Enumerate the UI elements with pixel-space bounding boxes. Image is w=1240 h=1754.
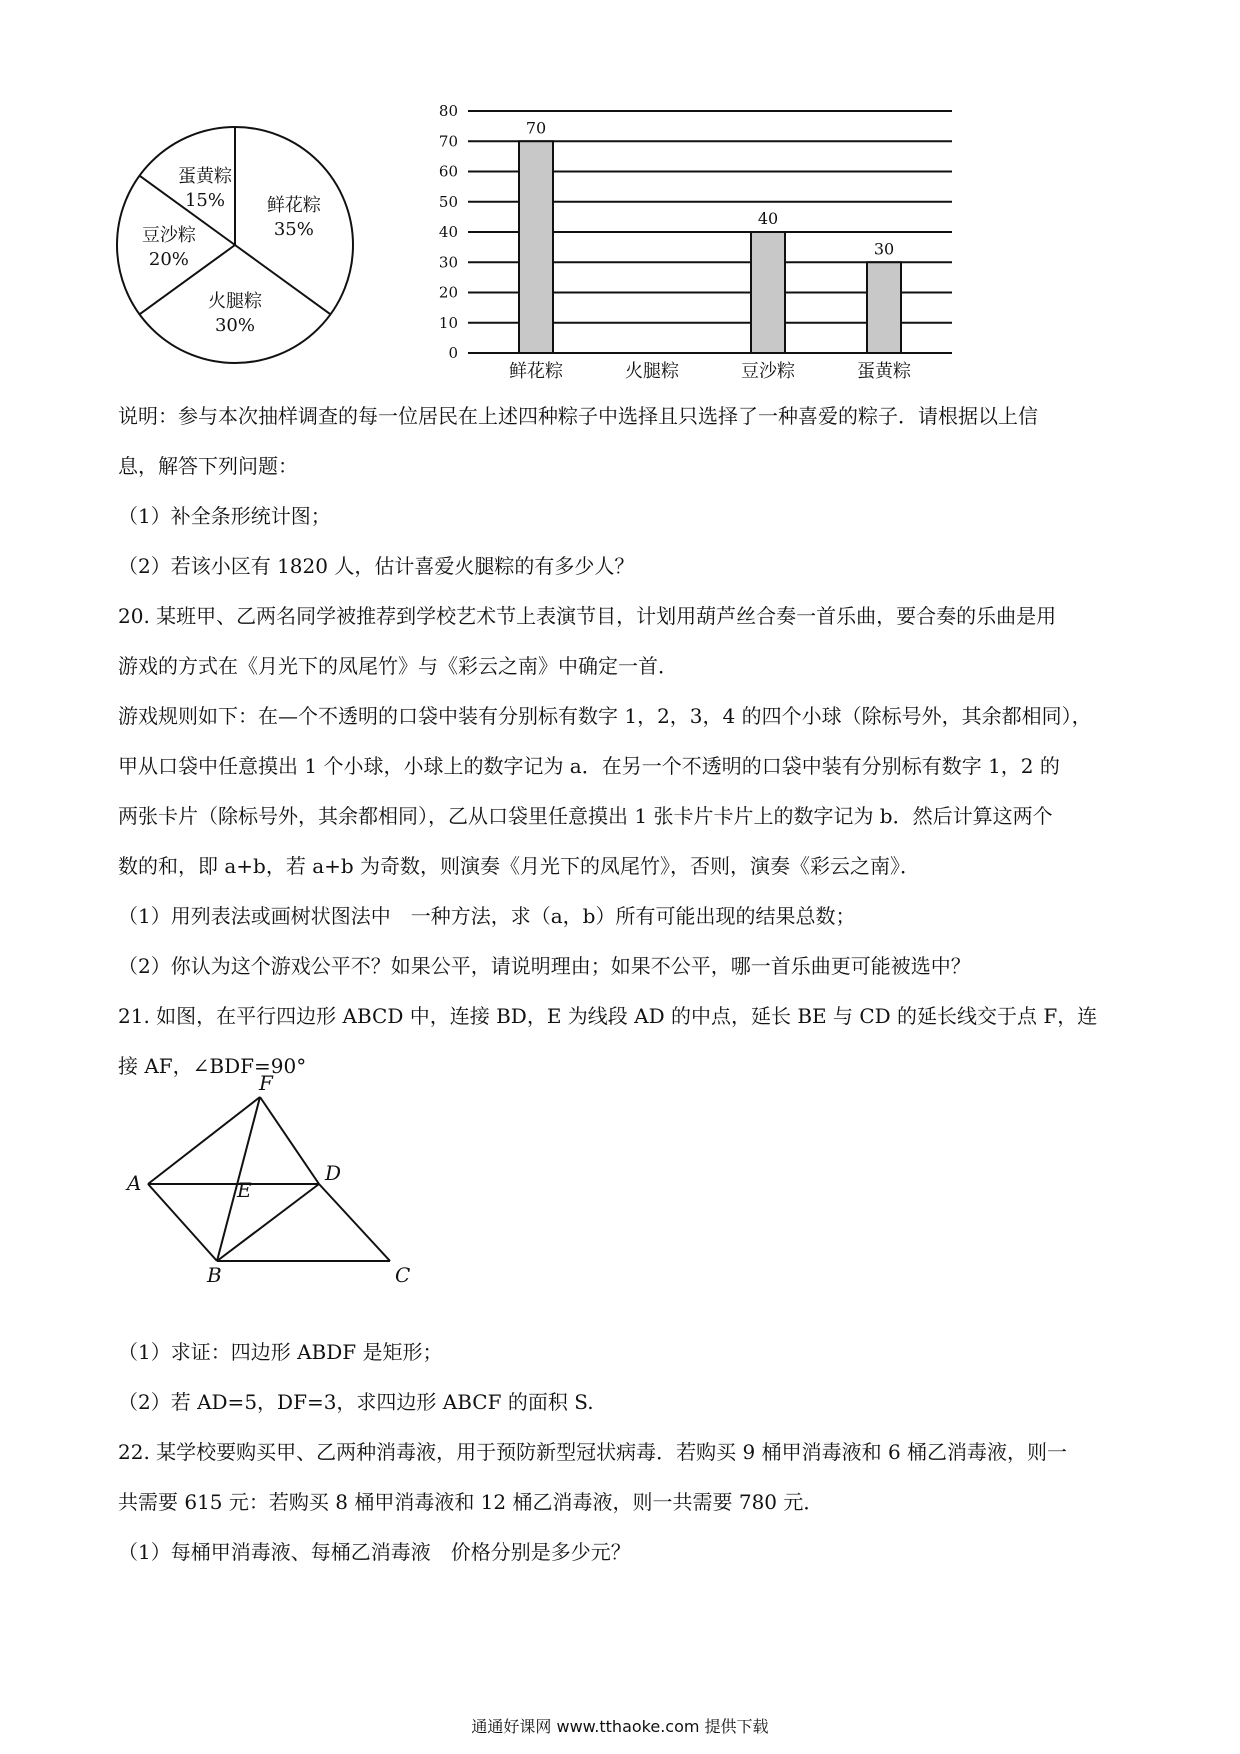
point-label-C: C xyxy=(395,1263,411,1285)
y-tick-label: 50 xyxy=(438,192,458,211)
q19-part1: （1）补全条形统计图； xyxy=(118,504,331,528)
geometry-figure xyxy=(115,1070,435,1285)
pie-chart xyxy=(110,120,360,370)
pie-slice-percent: 20% xyxy=(148,249,189,270)
q22-part1: （1）每桶甲消毒液、每桶乙消毒液 价格分别是多少元？ xyxy=(118,1540,631,1564)
pie-slice-percent: 15% xyxy=(184,190,226,212)
q21-part2: （2）若 AD=5，DF=3，求四边形 ABCF 的面积 S. xyxy=(118,1390,594,1414)
bar xyxy=(519,141,553,353)
q21-part1: （1）求证：四边形 ABDF 是矩形； xyxy=(118,1340,443,1364)
pie-slice-label: 鲜花粽 xyxy=(266,195,321,217)
bar-data-label: 30 xyxy=(873,239,895,259)
q19-part2: （2）若该小区有 1820 人，估计喜爱火腿粽的有多少人？ xyxy=(118,554,635,578)
y-tick-label: 30 xyxy=(438,253,458,272)
q21-line1: 21. 如图，在平行四边形 ABCD 中，连接 BD，E 为线段 AD 的中点，延长 BE 与 CD 的延长线交于点 F，连 xyxy=(118,1004,1098,1028)
point-label-E: E xyxy=(237,1178,252,1202)
x-category-label: 火腿粽 xyxy=(625,361,679,382)
y-tick-label: 10 xyxy=(438,313,458,332)
q19-note-line1: 说明：参与本次抽样调查的每一位居民在上述四种粽子中选择且只选择了一种喜爱的粽子．请根据以上信 xyxy=(118,404,1038,428)
segment-AB xyxy=(148,1184,217,1261)
pie-slice-label: 火腿粽 xyxy=(208,291,262,313)
x-category-label: 蛋黄粽 xyxy=(857,361,911,382)
q20-line1: 20. 某班甲、乙两名同学被推荐到学校艺术节上表演节目，计划用葫芦丝合奏一首乐曲，要合奏的乐曲是用 xyxy=(118,604,1057,628)
y-tick-label: 80 xyxy=(438,102,458,120)
q19-note-line2: 息，解答下列问题： xyxy=(118,454,298,478)
pie-slice-percent: 30% xyxy=(214,315,256,337)
segment-FD xyxy=(260,1097,319,1184)
bar-data-label: 70 xyxy=(525,118,547,138)
q20-line4: 甲从口袋中任意摸出 1 个小球，小球上的数字记为 a．在另一个不透明的口袋中装有分别标有数字 1，2 的 xyxy=(118,754,1060,778)
bar-data-label: 40 xyxy=(757,209,779,228)
segment-BD xyxy=(217,1184,319,1261)
y-tick-label: 70 xyxy=(438,132,458,151)
y-tick-label: 40 xyxy=(438,223,458,241)
q20-part2: （2）你认为这个游戏公平不？如果公平，请说明理由；如果不公平，哪一首乐曲更可能被选中？ xyxy=(118,954,971,978)
q20-line5: 两张卡片（除标号外，其余都相同），乙从口袋里任意摸出 1 张卡片卡片上的数字记为 b．然后计算这两个 xyxy=(118,804,1053,828)
q22-line1: 22. 某学校要购买甲、乙两种消毒液，用于预防新型冠状病毒．若购买 9 桶甲消毒液和 6 桶乙消毒液，则一 xyxy=(118,1440,1068,1464)
point-label-A: A xyxy=(127,1171,142,1195)
point-label-F: F xyxy=(259,1071,273,1095)
x-category-label: 豆沙粽 xyxy=(741,361,795,382)
pie-slice-label: 豆沙粽 xyxy=(141,225,196,246)
q21-line2: 接 AF，∠BDF=90° xyxy=(118,1054,307,1078)
q20-line2: 游戏的方式在《月光下的凤尾竹》与《彩云之南》中确定一首． xyxy=(118,654,678,678)
segment-AF xyxy=(148,1097,260,1184)
q20-part1: （1）用列表法或画树状图法中 一种方法，求（a，b）所有可能出现的结果总数； xyxy=(118,904,856,928)
y-tick-label: 60 xyxy=(438,162,458,181)
page-footer: 通通好课网 www.tthaoke.com 提供下载 xyxy=(471,1717,769,1736)
y-tick-label: 20 xyxy=(438,283,458,302)
point-label-B: B xyxy=(207,1263,222,1285)
q20-line3: 游戏规则如下：在—个不透明的口袋中装有分别标有数字 1，2，3，4 的四个小球（除标号外，其余都相同）， xyxy=(118,704,1092,728)
bar-chart xyxy=(430,95,970,385)
pie-slice-percent: 35% xyxy=(273,219,314,241)
point-label-D: D xyxy=(325,1161,342,1185)
q20-line6: 数的和，即 a+b，若 a+b 为奇数，则演奏《月光下的凤尾竹》，否则，演奏《彩云之南》． xyxy=(118,854,921,878)
bar xyxy=(751,232,785,353)
y-tick-label: 0 xyxy=(448,344,458,362)
x-category-label: 鲜花粽 xyxy=(509,361,563,382)
segment-DC xyxy=(319,1184,390,1261)
q22-line2: 共需要 615 元：若购买 8 桶甲消毒液和 12 桶乙消毒液，则一共需要 780 元． xyxy=(118,1490,824,1514)
bar xyxy=(867,262,901,353)
pie-slice-label: 蛋黄粽 xyxy=(178,166,233,188)
